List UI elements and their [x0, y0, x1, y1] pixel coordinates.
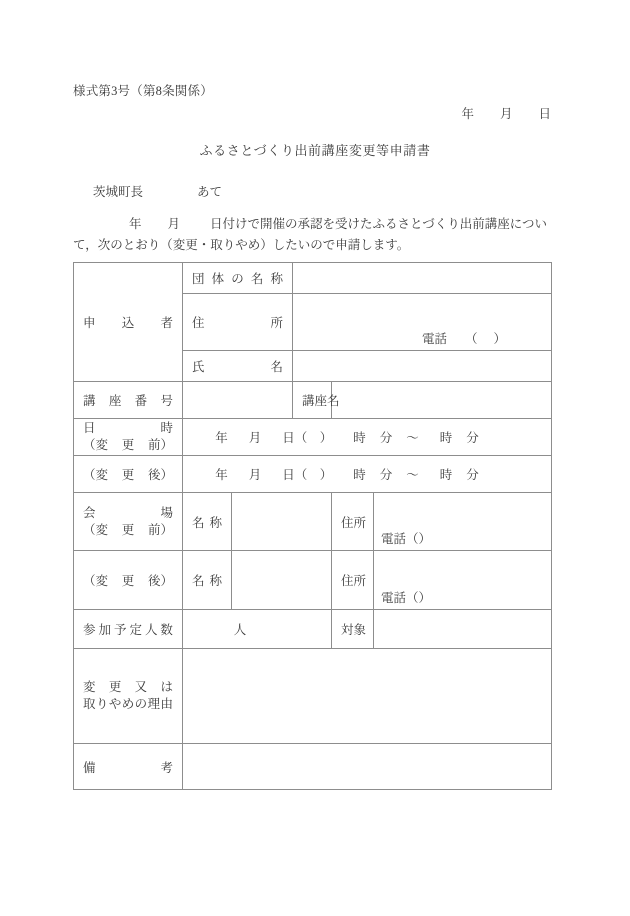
- page-title: ふるさとづくり出前講座変更等申請書: [199, 143, 431, 158]
- cell-venue-before-name-value[interactable]: [232, 493, 332, 551]
- cell-course-name-label: [293, 382, 340, 419]
- venue-label-before-row: （変 更 前）: [83, 522, 173, 537]
- form-number: 様式第3号（第8条関係）: [73, 84, 213, 98]
- remarks-label: 備 考: [83, 760, 173, 775]
- intro-month-label: 月: [167, 217, 181, 231]
- participants-label: 参 加 予 定 人 数: [83, 623, 173, 637]
- venue-label-top-row: 会 場: [83, 505, 173, 520]
- cell-org-name-value[interactable]: [293, 263, 552, 294]
- intro-year-label: 年: [129, 217, 142, 231]
- telephone-paren-close: ）: [418, 532, 432, 546]
- telephone-paren-open: （: [406, 591, 419, 605]
- date-year-label: 年: [461, 107, 474, 121]
- intro-line1-rest: 日付けで開催の承認を受けたふるさとづくり出前講座について，: [73, 217, 548, 252]
- dt-minute: 分: [379, 468, 393, 482]
- reason-label-line1: 変 更 又 は: [83, 680, 173, 694]
- venue-name-label: 名 称: [192, 515, 222, 530]
- table-row: [74, 419, 552, 456]
- dt-minute-end: 分: [466, 431, 479, 445]
- datetime-after-label: （変 更 後）: [83, 468, 173, 482]
- cell-participants-label: [74, 610, 183, 649]
- course-no-label: 講 座 番 号: [83, 394, 173, 408]
- telephone-label: 電話: [381, 591, 407, 605]
- cell-applicant-address-label: [183, 294, 293, 351]
- dt-day: 日（ ）: [282, 431, 333, 445]
- course-name-label: 講 座 名: [302, 394, 340, 408]
- reason-label: [74, 679, 182, 713]
- table-row: [74, 382, 552, 419]
- cell-remarks-label: [74, 744, 183, 790]
- cell-applicant-name-label: [183, 351, 293, 382]
- venue-before-telephone: [381, 529, 431, 547]
- cell-datetime-before-value[interactable]: [183, 419, 552, 456]
- table-row: [74, 551, 552, 610]
- cell-datetime-after-value[interactable]: [183, 456, 552, 493]
- document-date-line: [73, 104, 551, 122]
- dt-minute-end: 分: [466, 468, 479, 482]
- reason-label-line2: 取 り や め の 理 由: [83, 697, 173, 711]
- dt-tilde: ～: [406, 468, 419, 482]
- cell-course-name-value[interactable]: [332, 382, 552, 419]
- table-row: [74, 649, 552, 744]
- dt-year: 年: [215, 431, 228, 445]
- telephone-paren-open: （: [406, 532, 419, 546]
- cell-venue-before-name-label: [183, 493, 232, 551]
- intro-line2: 次のとおり（変更・取りやめ）したいので申請します。: [97, 238, 410, 252]
- cell-participants-value[interactable]: [183, 610, 332, 649]
- applicant-name-label: 氏 名: [192, 360, 284, 374]
- addressee: [93, 182, 222, 200]
- participants-unit: 人: [233, 623, 247, 637]
- intro-paragraph: [73, 214, 555, 256]
- cell-remarks-value[interactable]: [183, 744, 552, 790]
- cell-venue-after-label: [74, 551, 183, 610]
- dt-hour: 時: [353, 468, 366, 482]
- venue-before-label: [74, 505, 182, 539]
- cell-datetime-after-label: [74, 456, 183, 493]
- venue-after-label: （変 更 後）: [83, 574, 173, 588]
- venue-before-address-field[interactable]: [374, 493, 551, 550]
- dt-day: 日（ ）: [282, 468, 333, 482]
- dt-month: 月: [248, 431, 262, 445]
- cell-venue-before-address-label: [332, 493, 374, 551]
- telephone-label: 電話: [422, 332, 448, 346]
- cell-venue-after-name-value[interactable]: [232, 551, 332, 610]
- datetime-after-pattern: [183, 465, 551, 483]
- dt-hour: 時: [353, 431, 366, 445]
- dt-hour-end: 時: [439, 468, 453, 482]
- telephone-paren-close: ）: [418, 591, 432, 605]
- datetime-before-label: [74, 420, 182, 454]
- venue-name-label: 名 称: [192, 574, 222, 588]
- telephone-paren-close: ）: [493, 332, 507, 346]
- cell-venue-before-label: [74, 493, 183, 551]
- applicant-label: 申 込 者: [83, 316, 173, 330]
- dt-minute: 分: [379, 431, 393, 445]
- cell-venue-after-name-label: [183, 551, 232, 610]
- cell-target-label: [332, 610, 374, 649]
- cell-venue-before-address-value[interactable]: [374, 493, 552, 551]
- dt-tilde: ～: [406, 431, 419, 445]
- applicant-address-field[interactable]: [293, 294, 551, 350]
- telephone-paren-open: （: [465, 332, 478, 346]
- cell-applicant-address-value[interactable]: [293, 294, 552, 351]
- venue-address-label: 住 所: [341, 515, 367, 530]
- dt-year: 年: [215, 468, 228, 482]
- cell-course-no-label: [74, 382, 183, 419]
- datetime-label-top-row: 日 時: [83, 421, 173, 435]
- applicant-telephone: [422, 329, 506, 347]
- addressee-name: 茨城町長: [93, 185, 144, 199]
- table-row: [74, 456, 552, 493]
- venue-address-label: 住 所: [341, 574, 367, 588]
- cell-org-name-label: [183, 263, 293, 294]
- cell-target-value[interactable]: [374, 610, 552, 649]
- telephone-label: 電話: [381, 532, 407, 546]
- date-month-label: 月: [499, 107, 513, 121]
- cell-applicant-name-value[interactable]: [293, 351, 552, 382]
- cell-reason-value[interactable]: [183, 649, 552, 744]
- datetime-before-pattern: [183, 428, 551, 446]
- table-row: [74, 610, 552, 649]
- dt-month: 月: [248, 468, 262, 482]
- cell-applicant-label: [74, 263, 183, 382]
- dt-hour-end: 時: [439, 431, 453, 445]
- target-label: 対 象: [341, 623, 367, 637]
- cell-reason-label: [74, 649, 183, 744]
- table-row: [74, 493, 552, 551]
- cell-venue-after-address-label: [332, 551, 374, 610]
- date-day-label: 日: [538, 107, 551, 121]
- table-row: [74, 263, 552, 294]
- cell-course-no-value[interactable]: [183, 382, 293, 419]
- org-name-label: 団 体 の 名 称: [192, 272, 284, 286]
- addressee-suffix: あて: [197, 185, 223, 199]
- venue-after-address-field[interactable]: [374, 551, 551, 609]
- datetime-label-before-row: （変 更 前）: [83, 438, 173, 452]
- applicant-address-label: 住 所: [192, 316, 284, 330]
- cell-datetime-before-label: [74, 419, 183, 456]
- application-table: [73, 262, 552, 790]
- cell-venue-after-address-value[interactable]: [374, 551, 552, 610]
- table-row: [74, 744, 552, 790]
- venue-after-telephone: [381, 588, 431, 606]
